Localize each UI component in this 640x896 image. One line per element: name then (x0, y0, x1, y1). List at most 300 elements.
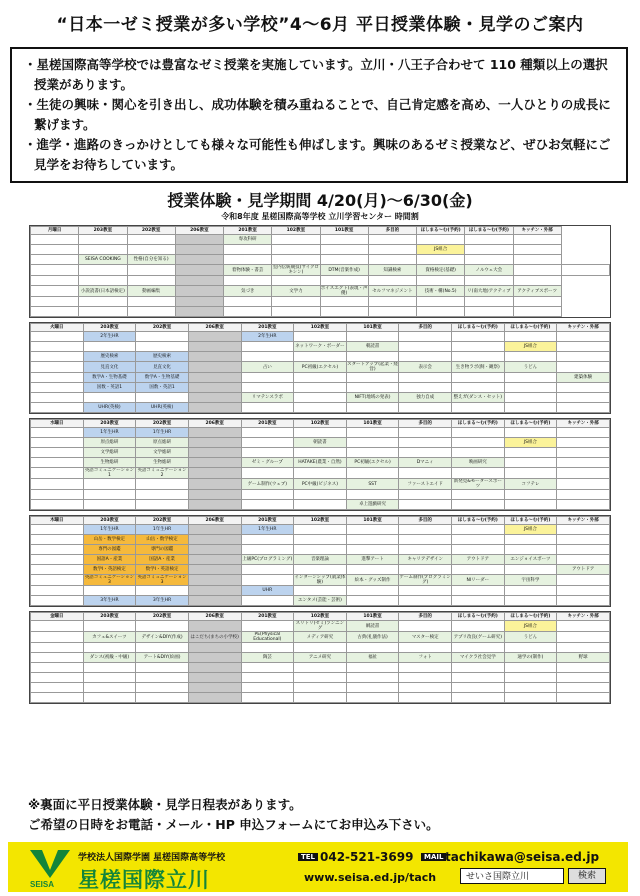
timetable-cell (557, 393, 610, 403)
timetable-cell: UHR (241, 586, 294, 596)
intro-line: ・生徒の興味・関心を引き出し、成功体験を積み重ねることで、自己肯定感を高め、一人ひとりの成長に繋げます。 (24, 97, 611, 132)
timetable-cell: 1年生HR (136, 525, 189, 535)
timetable-cell (31, 362, 84, 373)
timetable-cell (31, 632, 84, 643)
timetable-cell (513, 297, 561, 307)
timetable-cell (188, 393, 241, 403)
timetable-cell: 気づき (224, 286, 272, 297)
timetable-row (31, 265, 610, 276)
timetable-cell: 数学I・英語検定 (136, 565, 189, 575)
timetable-cell (294, 403, 347, 413)
timetable-cell (346, 663, 399, 673)
timetable-cell (399, 535, 452, 545)
timetable-row (31, 286, 610, 297)
timetable-cell: コフテレ (504, 479, 557, 490)
timetable-cell: 着物体験・書芸 (224, 265, 272, 276)
room-header: 203教室 (83, 613, 136, 621)
timetable-cell: 英語コミュニケーション1 (84, 468, 135, 478)
timetable-cell: 生物総研 (83, 458, 136, 468)
timetable-row (31, 535, 610, 545)
timetable-cell (557, 500, 610, 510)
timetable-cell (188, 683, 241, 693)
timetable-cell (79, 235, 127, 245)
timetable-cell: 数学I・英語検定 (83, 565, 136, 575)
timetable-cell (31, 535, 84, 545)
timetable-cell: 新発見&モータースポーツ (452, 479, 505, 490)
timetable-cell: JS組合 (417, 245, 465, 255)
room-header: 101教室 (346, 324, 399, 332)
corporation-name: 学校法人国際学園 星槎国際高等学校 (78, 853, 226, 863)
timetable-cell: スリトリ(ゼミ)ランニング (294, 621, 347, 632)
timetable-cell: 文学総研 (136, 448, 189, 458)
timetable-row (31, 643, 610, 653)
timetable-cell (83, 673, 136, 683)
timetable-cell (320, 255, 368, 265)
timetable-cell (346, 332, 399, 342)
timetable-cell (294, 500, 347, 510)
trial-period: 授業体験・見学期間 4/20(月)～6/30(金) (167, 191, 473, 210)
timetable-cell: ゼミ・グループ (241, 458, 294, 468)
timetable-cell: ダンス(初級・中級) (83, 653, 136, 663)
timetable-row (31, 448, 610, 458)
timetable-cell: PE(Physical Educational) (241, 632, 294, 643)
timetable-cell (346, 448, 399, 458)
schedule-title: 令和8年度 星槎国際高等学校 立川学習センター 時間割 (221, 212, 419, 221)
timetable-cell (294, 643, 347, 653)
timetable-cell: 原点総研 (83, 438, 136, 448)
timetable-cell: 性格(自分を知る) (127, 255, 175, 265)
timetable-cell: 専門の図鑑 (83, 545, 136, 555)
room-header: 102教室 (294, 324, 347, 332)
room-header: 202教室 (127, 227, 175, 235)
timetable-cell (557, 342, 610, 352)
timetable-cell: 2年生HR (83, 332, 136, 342)
timetable-cell: 歴史検索 (83, 352, 136, 362)
timetable-cell (188, 535, 241, 545)
timetable-cell (557, 632, 610, 643)
timetable-cell (504, 468, 557, 479)
timetable-cell (31, 383, 84, 393)
timetable-cell (320, 276, 368, 286)
timetable-cell: JS組合 (504, 342, 557, 352)
timetable-cell (31, 255, 79, 265)
timetable-cell (399, 490, 452, 500)
room-header: キッチン・外部 (557, 324, 610, 332)
timetable-cell: 映画研究 (452, 458, 505, 468)
timetable-cell (557, 438, 610, 448)
timetable-cell (346, 438, 399, 448)
timetable-cell (320, 235, 368, 245)
timetable-cell (136, 586, 189, 596)
timetable-cell: うどん (504, 632, 557, 643)
timetable-cell (504, 393, 557, 403)
timetable-cell: 数学A・生物基礎 (83, 373, 136, 383)
timetable-cell: 小説読書(日本語検定) (79, 286, 127, 297)
timetable-cell (31, 373, 84, 383)
room-header: 203教室 (83, 517, 136, 525)
timetable-cell: 音楽理論 (294, 555, 347, 565)
timetable-cell: 山岳・数学検定 (136, 535, 189, 545)
room-header: 多目的 (399, 420, 452, 428)
timetable-cell (452, 673, 505, 683)
timetable-row (31, 565, 610, 575)
timetable-cell (127, 245, 175, 255)
room-header: 206教室 (188, 324, 241, 332)
timetable-cell (188, 428, 241, 438)
room-header: 102教室 (294, 613, 347, 621)
timetable-cell (399, 693, 452, 703)
timetable-cell (399, 332, 452, 342)
timetable-row (31, 393, 610, 403)
timetable-cell: NIFT(地域の発表) (346, 393, 399, 403)
room-header: 202教室 (136, 517, 189, 525)
timetable-cell: マイクラ社会見学 (452, 653, 505, 663)
room-header: 201教室 (241, 613, 294, 621)
timetable-cell (465, 307, 513, 317)
timetable-cell (136, 393, 189, 403)
timetable-cell (368, 276, 416, 286)
timetable-cell (504, 332, 557, 342)
timetable-cell (399, 673, 452, 683)
timetable-row (31, 683, 610, 693)
seisa-logo-icon (30, 848, 70, 882)
timetable-cell (504, 458, 557, 468)
timetable-cell (417, 276, 465, 286)
timetable-row (31, 479, 610, 490)
timetable-cell (513, 265, 561, 276)
timetable-cell (346, 403, 399, 413)
room-header: 101教室 (346, 517, 399, 525)
room-header: 203教室 (83, 420, 136, 428)
intro-line: ・星槎国際高等学校では豊富なゼミ授業を実施しています。立川・八王子合わせて 110 種類以上の選択授業があります。 (24, 57, 608, 92)
timetable-cell (127, 276, 175, 286)
timetable-cell (188, 565, 241, 575)
timetable-cell (241, 500, 294, 510)
timetable-cell (136, 500, 189, 510)
timetable-cell (465, 255, 513, 265)
timetable-cell (83, 643, 136, 653)
timetable-cell (241, 683, 294, 693)
timetable-cell (31, 555, 84, 565)
timetable-cell (136, 643, 189, 653)
timetable-cell: 朝読書 (294, 438, 347, 448)
timetable-cell (83, 500, 136, 510)
timetable-cell (31, 545, 84, 555)
timetable-cell (136, 332, 189, 342)
timetable-cell (557, 458, 610, 468)
timetable-cell (31, 663, 84, 673)
timetable-cell (241, 643, 294, 653)
timetable-row (31, 362, 610, 373)
timetable-cell (294, 586, 347, 596)
timetable-cell (294, 373, 347, 383)
timetable-row (31, 525, 610, 535)
room-header: ほしまる～む(予約) (504, 613, 557, 621)
timetable-cell (399, 525, 452, 535)
timetable-cell (557, 479, 610, 490)
timetable-cell (346, 468, 399, 479)
timetable-cell (294, 673, 347, 683)
timetable-cell (188, 500, 241, 510)
timetable-cell (346, 535, 399, 545)
timetable-cell (83, 393, 136, 403)
timetable-cell: NIリーダー (452, 575, 505, 586)
timetable-cell (241, 373, 294, 383)
timetable-row (31, 555, 610, 565)
timetable-cell: 国語A・産業 (83, 555, 136, 565)
timetable-row (31, 245, 610, 255)
timetable-row (31, 653, 610, 663)
timetable-row (31, 332, 610, 342)
timetable-cell (452, 373, 505, 383)
timetable-row (31, 673, 610, 683)
timetable-cell: 宇宙科学 (504, 575, 557, 586)
timetable-grid (30, 419, 610, 510)
timetable-cell (188, 596, 241, 606)
timetable-cell (175, 276, 223, 286)
timetable-cell (175, 235, 223, 245)
timetable-cell (452, 535, 505, 545)
timetable-cell (188, 653, 241, 663)
room-header: キッチン・外部 (513, 227, 561, 235)
website-url[interactable]: www.seisa.ed.jp/tach (304, 871, 437, 884)
timetable-row (31, 500, 610, 510)
timetable-cell (417, 297, 465, 307)
timetable-cell: PC中級(ビジネス) (294, 479, 347, 490)
logo-text: SEISA (30, 880, 55, 889)
timetable-cell (175, 255, 223, 265)
timetable-cell (368, 297, 416, 307)
room-header: ほしまる～む(予約) (504, 324, 557, 332)
timetable-cell (417, 235, 465, 245)
timetable-cell (294, 332, 347, 342)
timetable-cell (241, 342, 294, 352)
timetable-cell (31, 490, 84, 500)
timetable-cell (417, 307, 465, 317)
timetable-cell (294, 545, 347, 555)
timetable-cell (557, 545, 610, 555)
timetable-cell (241, 621, 294, 632)
timetable-cell (452, 490, 505, 500)
timetable-cell: UHR(英検) (83, 403, 136, 413)
timetable-cell (452, 403, 505, 413)
timetable-cell (399, 383, 452, 393)
timetable-cell (272, 297, 320, 307)
timetable-cell: 生物総研 (136, 458, 189, 468)
timetable-cell (557, 383, 610, 393)
timetable-cell (31, 673, 84, 683)
timetable-cell: 見直文化 (136, 362, 189, 373)
timetable-cell (452, 586, 505, 596)
timetable-cell: アウトドア (452, 555, 505, 565)
timetable-cell (452, 352, 505, 362)
timetable-row (31, 297, 610, 307)
school-name: 星槎国際立川 (78, 868, 210, 892)
timetable-cell (399, 663, 452, 673)
timetable-cell: JS組合 (504, 621, 557, 632)
intro-line: ・進学・進路のきっかけとしても様々な可能性も伸ばします。興味のあるゼミ授業など、ぜひお気軽にご見学をお待ちしています。 (24, 137, 611, 172)
timetable-cell (557, 555, 610, 565)
day-label: 水曜日 (31, 420, 84, 428)
timetable-cell (452, 448, 505, 458)
timetable-cell: PC初級(エクセル) (346, 458, 399, 468)
timetable-cell: ゲーム制作(ウェブ) (241, 479, 294, 490)
timetable-cell (320, 297, 368, 307)
timetable-cell (346, 352, 399, 362)
timetable-cell: 1年生HR (83, 525, 136, 535)
timetable-cell: ネットワーク・ボーダー (294, 342, 347, 352)
room-header: 101教室 (346, 613, 399, 621)
timetable-row (31, 352, 610, 362)
timetable-cell (175, 307, 223, 317)
timetable-cell (188, 352, 241, 362)
timetable-cell: 見直文化 (83, 362, 136, 373)
timetable-cell (241, 596, 294, 606)
timetable-cell: はこだち(まちの小学校) (188, 632, 241, 643)
timetable-cell (452, 468, 505, 479)
timetable-cell (399, 500, 452, 510)
timetable-cell (294, 525, 347, 535)
timetable-cell (175, 286, 223, 297)
timetable-cell: 室内伝統競技(サイクロキシン) (272, 265, 320, 275)
timetable-cell (31, 245, 79, 255)
timetable-cell (346, 545, 399, 555)
timetable-cell (188, 545, 241, 555)
timetable-cell (241, 352, 294, 362)
timetable-cell (31, 342, 84, 352)
timetable-cell (272, 255, 320, 265)
timetable-cell: 動画編集 (127, 286, 175, 297)
timetable-cell (175, 265, 223, 276)
timetable-cell (31, 479, 84, 490)
timetable-cell (452, 332, 505, 342)
timetable-cell (272, 276, 320, 286)
room-header: 206教室 (188, 613, 241, 621)
search-button[interactable]: 検索 (568, 868, 606, 884)
email-address[interactable]: tachikawa@seisa.ed.jp (445, 850, 600, 864)
timetable-cell (452, 342, 505, 352)
timetable-row (31, 586, 610, 596)
timetable-cell (452, 663, 505, 673)
timetable-grid (30, 323, 610, 413)
timetable-cell (294, 535, 347, 545)
timetable-cell: 国語A・産業 (136, 555, 189, 565)
timetable-cell (557, 693, 610, 703)
timetable-cell (79, 276, 127, 286)
timetable-cell: フォト (399, 653, 452, 663)
timetable-cell: ゲーム制作(プログラミング) (399, 575, 451, 585)
timetable-cell: アウトドア (557, 565, 610, 575)
timetable-cell (399, 545, 452, 555)
timetable-cell (241, 545, 294, 555)
timetable-cell: 通学の(制作) (504, 653, 557, 663)
timetable-cell (31, 458, 84, 468)
timetable-cell (399, 428, 452, 438)
timetable-cell: 資格検定(基礎) (417, 265, 465, 276)
footer-banner (8, 842, 628, 892)
timetable-cell: エンタメ(芸能・芸術) (294, 596, 347, 606)
timetable-cell: アニメ研究 (294, 653, 347, 663)
timetable-cell: ボイスエクト(表現・声優) (320, 286, 368, 296)
timetable-cell (31, 643, 84, 653)
room-header: 201教室 (241, 420, 294, 428)
timetable-cell (188, 468, 241, 479)
timetable-cell (188, 490, 241, 500)
timetable-cell: 原点総研 (136, 438, 189, 448)
phone-number[interactable]: 042-521-3699 (320, 850, 414, 864)
timetable-cell: Dマニィ (399, 458, 452, 468)
timetable-cell (399, 643, 452, 653)
timetable-cell (452, 596, 505, 606)
timetable-cell (399, 448, 452, 458)
timetable-cell (346, 643, 399, 653)
room-header: 206教室 (188, 420, 241, 428)
timetable-cell (399, 683, 452, 693)
timetable-cell (513, 307, 561, 317)
timetable-cell (224, 245, 272, 255)
timetable-cell (346, 683, 399, 693)
timetable-cell (557, 525, 610, 535)
timetable-cell: HATAKE(農業・自然) (294, 458, 347, 468)
timetable-cell (504, 673, 557, 683)
timetable-cell (83, 693, 136, 703)
timetable-cell (31, 653, 84, 663)
timetable-cell: 絵本・グッズ制作 (346, 575, 399, 586)
timetable-cell (504, 565, 557, 575)
timetable-cell (136, 673, 189, 683)
timetable-row (31, 632, 610, 643)
timetable-cell: 文学総研 (83, 448, 136, 458)
timetable-cell (127, 235, 175, 245)
timetable-cell (452, 565, 505, 575)
timetable-cell: エンジョイスポーツ (504, 555, 557, 565)
timetable-cell: 福祉 (346, 653, 399, 663)
timetable-cell (31, 297, 79, 307)
timetable-cell (294, 393, 347, 403)
timetable-cell (31, 586, 84, 596)
search-input[interactable]: せいさ国際立川 (460, 868, 564, 884)
timetable-cell (241, 490, 294, 500)
timetable-row (31, 235, 610, 245)
timetable-cell (31, 307, 79, 317)
timetable-cell (136, 663, 189, 673)
timetable-cell: 山岳・数学検定 (83, 535, 136, 545)
timetable-cell: アプリ改良(ゲーム研究) (452, 632, 505, 643)
timetable-cell (224, 276, 272, 286)
timetable-cell (31, 403, 84, 413)
timetable-cell (399, 621, 452, 632)
timetable-cell (188, 643, 241, 653)
timetable-cell: 国数・英語1 (83, 383, 136, 393)
timetable-cell: リ(南大地)アクティブ (465, 286, 513, 297)
room-header: 多目的 (368, 227, 416, 235)
timetable-cell (136, 342, 189, 352)
room-header: 多目的 (399, 517, 452, 525)
timetable-cell (452, 693, 505, 703)
day-label: 木曜日 (31, 517, 84, 525)
timetable-day-4 (29, 611, 611, 704)
timetable-cell (272, 235, 320, 245)
room-header: キッチン・外部 (557, 420, 610, 428)
timetable-cell: 知識検索 (368, 265, 416, 276)
timetable-row (31, 438, 610, 448)
timetable-cell (31, 235, 79, 245)
timetable (29, 225, 611, 708)
timetable-cell (399, 342, 452, 352)
timetable-cell (31, 428, 84, 438)
timetable-cell (83, 342, 136, 352)
room-header: 202教室 (136, 324, 189, 332)
